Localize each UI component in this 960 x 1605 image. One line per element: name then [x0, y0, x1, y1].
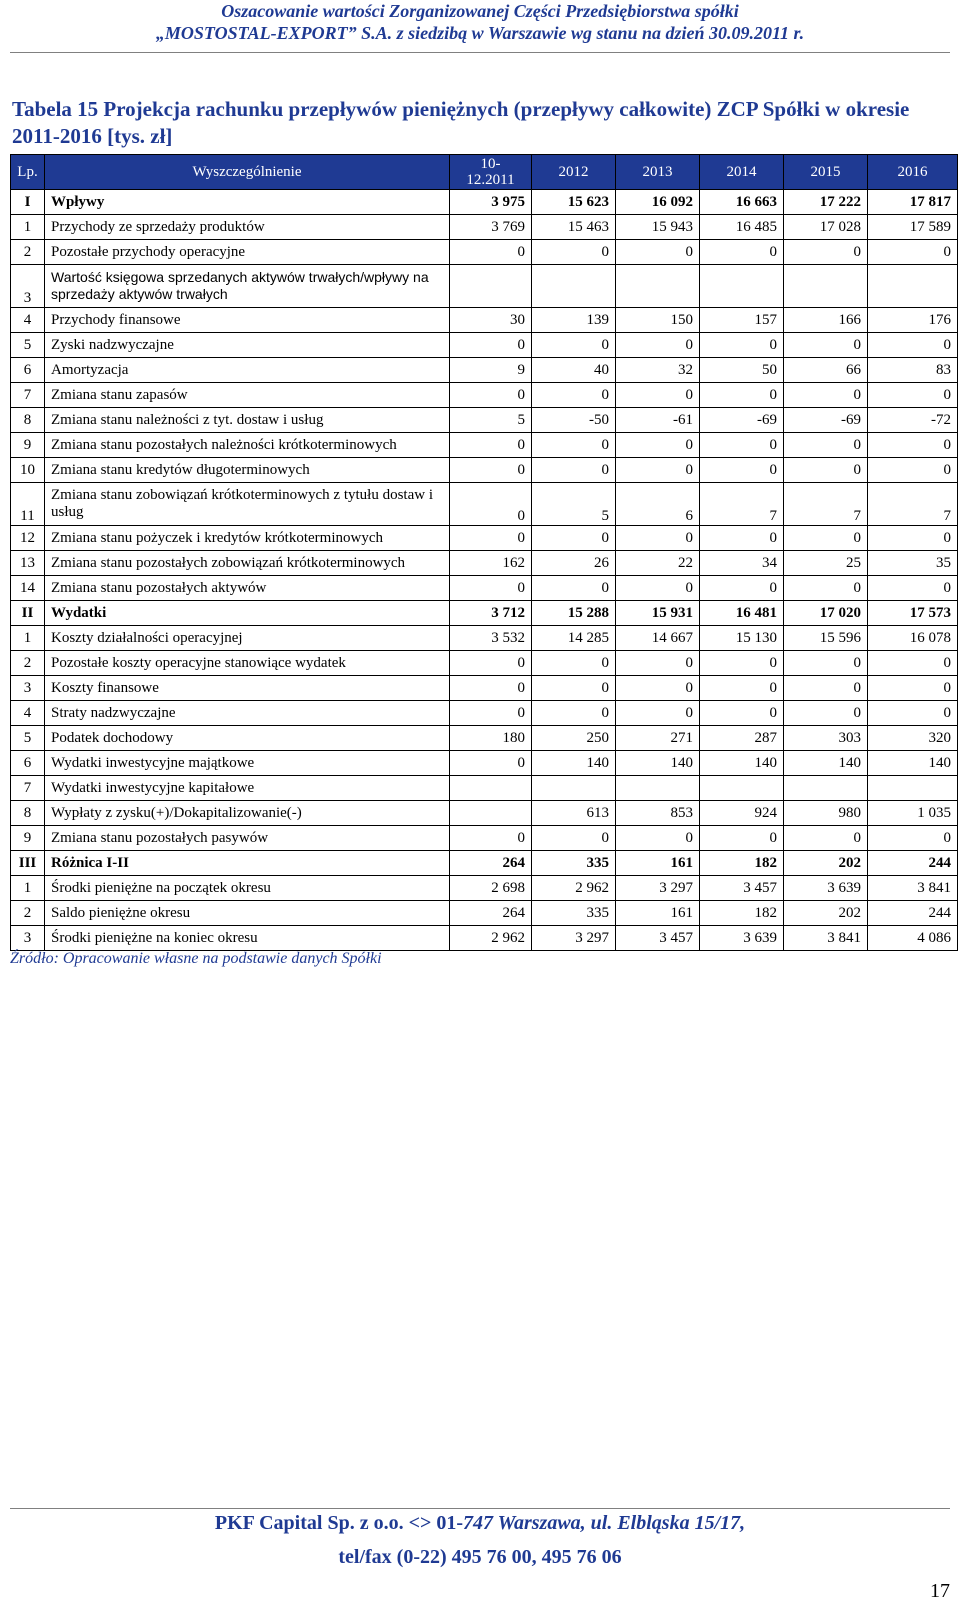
row-value: 0: [784, 433, 868, 458]
row-value: 16 481: [700, 601, 784, 626]
row-lp: 2: [11, 901, 45, 926]
row-value: 34: [700, 551, 784, 576]
row-value: -50: [532, 408, 616, 433]
row-value: 3 457: [616, 926, 700, 951]
row-lp: 12: [11, 526, 45, 551]
footer-address: 747 Warszawa, ul. Elbląska 15/17,: [463, 1512, 746, 1534]
row-value: 9: [450, 358, 532, 383]
row-value: -69: [700, 408, 784, 433]
table-row: [11, 265, 958, 308]
table-row: [11, 433, 958, 458]
row-lp: 3: [11, 265, 45, 308]
row-value: 0: [532, 433, 616, 458]
row-value: [784, 265, 868, 308]
row-value: 0: [700, 333, 784, 358]
row-value: 0: [784, 458, 868, 483]
row-description: Zmiana stanu pozostałych pasywów: [45, 826, 450, 851]
row-value: 0: [450, 458, 532, 483]
row-value: 7: [700, 483, 784, 526]
row-lp: 1: [11, 876, 45, 901]
row-value: 176: [868, 308, 958, 333]
header-year-2014: 2014: [700, 155, 784, 190]
row-description: Zmiana stanu zobowiązań krótkoterminowych z tytułu dostaw i usług: [45, 483, 450, 526]
table-body: [11, 190, 958, 951]
row-lp: I: [11, 190, 45, 215]
row-lp: 1: [11, 215, 45, 240]
row-value: 0: [784, 701, 868, 726]
table-row: [11, 333, 958, 358]
footer-company: PKF Capital Sp. z o.o. <> 01-: [214, 1512, 464, 1534]
row-value: 0: [450, 751, 532, 776]
row-value: 0: [868, 651, 958, 676]
row-value: 980: [784, 801, 868, 826]
row-value: 161: [616, 851, 700, 876]
row-description: Koszty finansowe: [45, 676, 450, 701]
row-value: [450, 801, 532, 826]
row-value: -72: [868, 408, 958, 433]
table-row: [11, 651, 958, 676]
table-row: [11, 383, 958, 408]
row-description: Zmiana stanu kredytów długoterminowych: [45, 458, 450, 483]
table-row: [11, 901, 958, 926]
row-value: 32: [616, 358, 700, 383]
row-value: [700, 776, 784, 801]
row-value: 15 130: [700, 626, 784, 651]
row-value: 22: [616, 551, 700, 576]
row-value: 0: [700, 826, 784, 851]
row-value: 0: [784, 826, 868, 851]
row-value: 0: [532, 651, 616, 676]
row-value: 0: [450, 676, 532, 701]
row-value: 140: [700, 751, 784, 776]
header-year-2011-b: 12.2011: [466, 172, 515, 188]
row-description: Pozostałe koszty operacyjne stanowiące wydatek: [45, 651, 450, 676]
header-line-2: „MOSTOSTAL-EXPORT” S.A. z siedzibą w Warszawie wg stanu na dzień 30.09.2011 r.: [155, 23, 805, 43]
row-value: 3 457: [700, 876, 784, 901]
row-lp: 13: [11, 551, 45, 576]
row-value: 244: [868, 901, 958, 926]
row-value: 140: [868, 751, 958, 776]
row-value: 15 943: [616, 215, 700, 240]
row-value: 250: [532, 726, 616, 751]
row-value: 0: [450, 240, 532, 265]
row-value: 17 589: [868, 215, 958, 240]
row-value: 16 092: [616, 190, 700, 215]
row-lp: 9: [11, 826, 45, 851]
row-lp: 7: [11, 383, 45, 408]
table-header-row: [11, 155, 958, 190]
table-row: [11, 926, 958, 951]
row-value: 0: [532, 826, 616, 851]
row-value: 0: [616, 240, 700, 265]
row-value: 50: [700, 358, 784, 383]
row-description: Saldo pieniężne okresu: [45, 901, 450, 926]
row-value: 0: [700, 240, 784, 265]
row-description: Środki pieniężne na początek okresu: [45, 876, 450, 901]
row-value: 16 078: [868, 626, 958, 651]
row-lp: III: [11, 851, 45, 876]
row-description: Wartość księgowa sprzedanych aktywów trwałych/wpływy na sprzedaży aktywów trwałych: [45, 265, 450, 308]
row-value: 162: [450, 551, 532, 576]
row-value: 3 297: [532, 926, 616, 951]
row-value: 271: [616, 726, 700, 751]
table-row: [11, 526, 958, 551]
row-value: 320: [868, 726, 958, 751]
row-value: 3 532: [450, 626, 532, 651]
row-description: Zmiana stanu pozostałych zobowiązań krótkoterminowych: [45, 551, 450, 576]
row-value: 6: [616, 483, 700, 526]
cash-flow-table: [10, 154, 958, 951]
row-value: 0: [450, 576, 532, 601]
header-year-2012: 2012: [532, 155, 616, 190]
document-header: [0, 0, 960, 44]
table-row: [11, 826, 958, 851]
row-description: Zyski nadzwyczajne: [45, 333, 450, 358]
row-value: 0: [868, 676, 958, 701]
row-value: 0: [784, 526, 868, 551]
table-row: [11, 601, 958, 626]
row-value: 3 841: [868, 876, 958, 901]
row-value: 202: [784, 901, 868, 926]
row-lp: 6: [11, 751, 45, 776]
row-value: 0: [700, 651, 784, 676]
row-value: 0: [450, 526, 532, 551]
row-value: 150: [616, 308, 700, 333]
table-row: [11, 776, 958, 801]
row-description: Straty nadzwyczajne: [45, 701, 450, 726]
row-lp: II: [11, 601, 45, 626]
row-value: 1 035: [868, 801, 958, 826]
row-value: [532, 265, 616, 308]
source-note: Źródło: Opracowanie własne na podstawie danych Spółki: [10, 950, 382, 967]
row-lp: 1: [11, 626, 45, 651]
row-lp: 10: [11, 458, 45, 483]
row-value: 0: [532, 576, 616, 601]
row-value: 16 485: [700, 215, 784, 240]
row-value: 287: [700, 726, 784, 751]
row-value: 0: [868, 576, 958, 601]
table-row: [11, 458, 958, 483]
row-value: 25: [784, 551, 868, 576]
row-value: [532, 776, 616, 801]
row-value: 180: [450, 726, 532, 751]
row-lp: 14: [11, 576, 45, 601]
row-lp: 8: [11, 408, 45, 433]
row-description: Przychody finansowe: [45, 308, 450, 333]
row-value: 335: [532, 901, 616, 926]
row-value: 140: [616, 751, 700, 776]
row-value: 0: [868, 701, 958, 726]
row-value: 17 028: [784, 215, 868, 240]
row-value: 26: [532, 551, 616, 576]
row-value: 0: [532, 526, 616, 551]
row-value: [784, 776, 868, 801]
row-description: Amortyzacja: [45, 358, 450, 383]
row-value: 0: [784, 576, 868, 601]
row-value: 17 573: [868, 601, 958, 626]
row-value: 0: [616, 826, 700, 851]
row-description: Zmiana stanu należności z tyt. dostaw i usług: [45, 408, 450, 433]
table-row: [11, 626, 958, 651]
row-value: 0: [616, 576, 700, 601]
row-value: 853: [616, 801, 700, 826]
row-description: Wydatki inwestycyjne majątkowe: [45, 751, 450, 776]
table-row: [11, 701, 958, 726]
row-value: 0: [700, 383, 784, 408]
table-row: [11, 876, 958, 901]
row-value: [868, 265, 958, 308]
row-description: Wydatki: [45, 601, 450, 626]
row-value: 0: [450, 826, 532, 851]
row-lp: 11: [11, 483, 45, 526]
row-value: 182: [700, 901, 784, 926]
row-value: 5: [450, 408, 532, 433]
table-row: [11, 358, 958, 383]
row-value: 3 639: [700, 926, 784, 951]
header-year-2011: [450, 155, 532, 190]
row-value: 15 288: [532, 601, 616, 626]
row-value: 0: [868, 526, 958, 551]
row-value: 182: [700, 851, 784, 876]
row-value: 0: [700, 526, 784, 551]
row-value: 0: [868, 333, 958, 358]
table-row: [11, 851, 958, 876]
table-row: [11, 215, 958, 240]
row-value: 0: [784, 333, 868, 358]
row-value: 0: [450, 651, 532, 676]
row-value: 0: [532, 701, 616, 726]
row-description: Zmiana stanu zapasów: [45, 383, 450, 408]
row-value: 4 086: [868, 926, 958, 951]
row-value: 15 463: [532, 215, 616, 240]
row-value: 66: [784, 358, 868, 383]
row-value: 3 975: [450, 190, 532, 215]
row-value: 0: [450, 333, 532, 358]
row-value: 15 623: [532, 190, 616, 215]
row-value: 161: [616, 901, 700, 926]
row-value: 0: [700, 676, 784, 701]
page-number: 17: [930, 1580, 950, 1602]
row-value: 202: [784, 851, 868, 876]
row-value: 0: [616, 458, 700, 483]
row-description: Wpływy: [45, 190, 450, 215]
row-value: 0: [616, 651, 700, 676]
row-lp: 6: [11, 358, 45, 383]
row-value: [616, 265, 700, 308]
row-value: 0: [700, 458, 784, 483]
row-value: 0: [532, 333, 616, 358]
row-value: 303: [784, 726, 868, 751]
row-value: 0: [616, 383, 700, 408]
row-value: 335: [532, 851, 616, 876]
row-value: -61: [616, 408, 700, 433]
row-lp: 2: [11, 651, 45, 676]
row-value: 3 297: [616, 876, 700, 901]
row-value: 2 698: [450, 876, 532, 901]
header-year-2016: 2016: [868, 155, 958, 190]
table-row: [11, 408, 958, 433]
header-description: Wyszczególnienie: [45, 155, 450, 190]
row-value: 83: [868, 358, 958, 383]
row-value: 16 663: [700, 190, 784, 215]
row-value: 0: [868, 383, 958, 408]
row-value: 17 222: [784, 190, 868, 215]
table-row: [11, 190, 958, 215]
row-lp: 5: [11, 333, 45, 358]
row-lp: 5: [11, 726, 45, 751]
header-lp: Lp.: [11, 155, 45, 190]
row-value: 0: [784, 240, 868, 265]
row-value: 15 596: [784, 626, 868, 651]
row-lp: 9: [11, 433, 45, 458]
row-description: Zmiana stanu pożyczek i kredytów krótkoterminowych: [45, 526, 450, 551]
row-value: 0: [450, 701, 532, 726]
footer-divider: [10, 1508, 950, 1509]
row-value: 166: [784, 308, 868, 333]
row-value: 3 769: [450, 215, 532, 240]
row-value: 264: [450, 851, 532, 876]
row-value: 3 639: [784, 876, 868, 901]
row-lp: 3: [11, 926, 45, 951]
row-value: 0: [784, 383, 868, 408]
row-value: 30: [450, 308, 532, 333]
row-value: 0: [700, 576, 784, 601]
table-row: [11, 676, 958, 701]
row-value: 14 285: [532, 626, 616, 651]
footer-phone: tel/fax (0-22) 495 76 00, 495 76 06: [338, 1546, 622, 1568]
row-lp: 4: [11, 308, 45, 333]
row-lp: 2: [11, 240, 45, 265]
table-row: [11, 576, 958, 601]
row-lp: 8: [11, 801, 45, 826]
row-value: 7: [868, 483, 958, 526]
row-value: 0: [616, 701, 700, 726]
row-value: 14 667: [616, 626, 700, 651]
row-value: 0: [616, 526, 700, 551]
table-row: [11, 483, 958, 526]
row-value: 0: [532, 458, 616, 483]
row-value: 17 020: [784, 601, 868, 626]
row-value: 139: [532, 308, 616, 333]
row-value: 17 817: [868, 190, 958, 215]
row-lp: 3: [11, 676, 45, 701]
row-value: 15 931: [616, 601, 700, 626]
row-value: 7: [784, 483, 868, 526]
row-value: 0: [784, 676, 868, 701]
row-value: [450, 265, 532, 308]
row-value: [868, 776, 958, 801]
row-value: 0: [868, 458, 958, 483]
row-value: 2 962: [532, 876, 616, 901]
row-value: 0: [532, 240, 616, 265]
row-description: Różnica I-II: [45, 851, 450, 876]
row-value: 3 841: [784, 926, 868, 951]
row-description: Zmiana stanu pozostałych należności krótkoterminowych: [45, 433, 450, 458]
row-value: 244: [868, 851, 958, 876]
row-value: 0: [616, 433, 700, 458]
row-lp: 7: [11, 776, 45, 801]
row-value: 0: [532, 676, 616, 701]
row-value: 0: [616, 333, 700, 358]
row-value: 157: [700, 308, 784, 333]
row-value: 140: [784, 751, 868, 776]
row-value: 0: [868, 433, 958, 458]
row-value: 140: [532, 751, 616, 776]
row-value: 0: [450, 433, 532, 458]
row-value: 3 712: [450, 601, 532, 626]
table-row: [11, 240, 958, 265]
row-description: Środki pieniężne na koniec okresu: [45, 926, 450, 951]
header-year-2013: 2013: [616, 155, 700, 190]
row-value: 0: [700, 433, 784, 458]
row-description: Przychody ze sprzedaży produktów: [45, 215, 450, 240]
row-description: Wypłaty z zysku(+)/Dokapitalizowanie(-): [45, 801, 450, 826]
row-value: [450, 776, 532, 801]
row-value: 0: [450, 483, 532, 526]
header-line-1: Oszacowanie wartości Zorganizowanej Części Przedsiębiorstwa spółki: [221, 1, 739, 21]
row-value: 0: [532, 383, 616, 408]
row-value: [616, 776, 700, 801]
row-value: [700, 265, 784, 308]
row-lp: 4: [11, 701, 45, 726]
row-description: Koszty działalności operacyjnej: [45, 626, 450, 651]
table-row: [11, 726, 958, 751]
row-value: 0: [616, 676, 700, 701]
row-value: 35: [868, 551, 958, 576]
row-value: 40: [532, 358, 616, 383]
row-description: Pozostałe przychody operacyjne: [45, 240, 450, 265]
row-description: Zmiana stanu pozostałych aktywów: [45, 576, 450, 601]
row-value: 264: [450, 901, 532, 926]
footer-company-line: [0, 1512, 960, 1535]
row-value: 0: [700, 701, 784, 726]
row-value: 0: [868, 240, 958, 265]
row-value: 0: [868, 826, 958, 851]
row-value: 2 962: [450, 926, 532, 951]
header-year-2015: 2015: [784, 155, 868, 190]
row-description: Podatek dochodowy: [45, 726, 450, 751]
table-row: [11, 801, 958, 826]
row-value: 613: [532, 801, 616, 826]
row-value: 0: [450, 383, 532, 408]
row-value: 924: [700, 801, 784, 826]
table-row: [11, 751, 958, 776]
row-value: 0: [784, 651, 868, 676]
table-title: Tabela 15 Projekcja rachunku przepływów pieniężnych (przepływy całkowite) ZCP Spółki w okresie 2011-2016 [tys. zł]: [12, 97, 910, 148]
header-year-2011-a: 10-: [480, 156, 501, 172]
table-row: [11, 308, 958, 333]
row-value: -69: [784, 408, 868, 433]
header-divider: [10, 52, 950, 53]
table-row: [11, 551, 958, 576]
row-description: Wydatki inwestycyjne kapitałowe: [45, 776, 450, 801]
row-value: 5: [532, 483, 616, 526]
